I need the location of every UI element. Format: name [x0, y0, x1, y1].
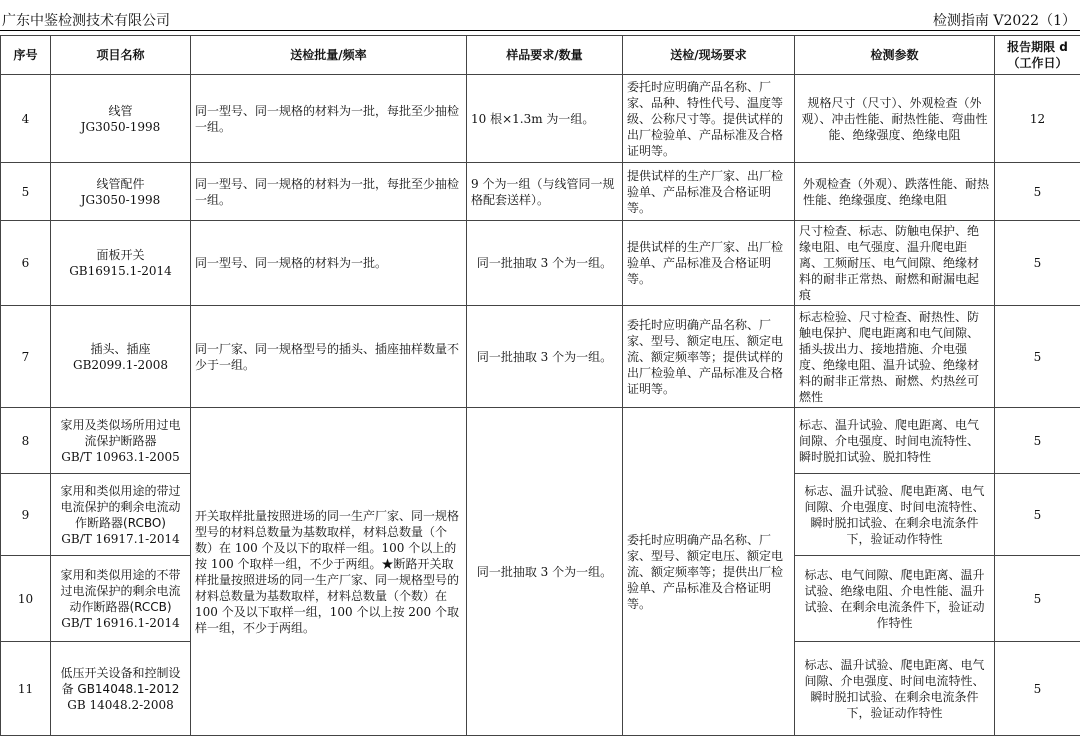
item-standard: GB/T 16917.1-2014 [55, 531, 186, 547]
row-no: 10 [1, 556, 51, 642]
col-header-batch: 送检批量/频率 [191, 36, 467, 75]
row-no: 9 [1, 474, 51, 556]
item-name: 家用和类似用途的不带过电流保护的剩余电流动作断路器(RCCB) [55, 567, 186, 615]
row-name [51, 221, 191, 306]
item-name: 家用及类似场所用过电流保护断路器 [55, 417, 186, 449]
row-days: 5 [995, 163, 1080, 221]
group-batch: 开关取样批量按照进场的同一生产厂家、同一规格型号的材料总数量为基数取样，材料总数量（个数）在 100 个及以下的取样一组。100 个以上的按 100 个取样一组，不少于两组。★断路开关取样批量按照进场的同一生产厂家、同一规格型号的材料总数量为基数取样，材料总数量（个数）在 100 个及以下取样一组，100 个以上按 200 个取样一组，不少于两组。 [191, 408, 467, 736]
item-standard: GB16915.1-2014 [55, 263, 186, 279]
item-standard: GB2099.1-2008 [55, 357, 186, 373]
row-days: 12 [995, 75, 1080, 163]
row-no: 7 [1, 306, 51, 408]
row-days: 5 [995, 408, 1080, 474]
row-sample: 9 个为一组（与线管同一规格配套送样）。 [467, 163, 623, 221]
row-name [51, 474, 191, 556]
row-no: 8 [1, 408, 51, 474]
row-days: 5 [995, 221, 1080, 306]
table-row [1, 163, 1080, 221]
row-requirement: 提供试样的生产厂家、出厂检验单、产品标准及合格证明等。 [623, 221, 795, 306]
row-days: 5 [995, 474, 1080, 556]
row-params: 外观检查（外观）、跌落性能、耐热性能、绝缘强度、绝缘电阻 [795, 163, 995, 221]
row-no: 4 [1, 75, 51, 163]
row-name [51, 408, 191, 474]
col-header-params: 检测参数 [795, 36, 995, 75]
row-batch: 同一型号、同一规格的材料为一批。 [191, 221, 467, 306]
row-params: 标志、温升试验、爬电距离、电气间隙、介电强度、时间电流特性、瞬时脱扣试验、在剩余电流条件下，验证动作特性 [795, 474, 995, 556]
row-batch: 同一型号、同一规格的材料为一批，每批至少抽检一组。 [191, 75, 467, 163]
row-requirement: 委托时应明确产品名称、厂家、型号、额定电压、额定电流、额定频率等；提供试样的出厂检验单、产品标准及合格证明等。 [623, 306, 795, 408]
row-params: 规格尺寸（尺寸）、外观检查（外观）、冲击性能、耐热性能、弯曲性能、绝缘强度、绝缘电阻 [795, 75, 995, 163]
row-name [51, 75, 191, 163]
row-no: 5 [1, 163, 51, 221]
col-header-sample: 样品要求/数量 [467, 36, 623, 75]
row-batch: 同一型号、同一规格的材料为一批，每批至少抽检一组。 [191, 163, 467, 221]
company-name: 广东中鉴检测技术有限公司 [2, 10, 170, 30]
item-name: 线管配件 [55, 176, 186, 192]
row-params: 标志、温升试验、爬电距离、电气间隙、介电强度、时间电流特性、瞬时脱扣试验、在剩余电流条件下，验证动作特性 [795, 642, 995, 736]
row-requirement: 委托时应明确产品名称、厂家、品种、特性代号、温度等级、公称尺寸等。提供试样的出厂检验单、产品标准及合格证明等。 [623, 75, 795, 163]
row-days: 5 [995, 556, 1080, 642]
row-name [51, 163, 191, 221]
row-name [51, 306, 191, 408]
guide-version: 检测指南 V2022（1） [933, 10, 1076, 30]
row-no: 11 [1, 642, 51, 736]
item-standard: GB 14048.2-2008 [55, 697, 186, 713]
col-header-no: 序号 [1, 36, 51, 75]
item-standard: JG3050-1998 [55, 192, 186, 208]
page-header [0, 0, 1080, 34]
row-sample: 10 根×1.3m 为一组。 [467, 75, 623, 163]
table-header-row [1, 36, 1080, 75]
row-params: 标志检验、尺寸检查、耐热性、防触电保护、爬电距离和电气间隙、插头拔出力、接地措施、介电强度、绝缘电阻、温升试验、绝缘材料的耐非正常热、耐燃、灼热丝可燃性 [795, 306, 995, 408]
row-no: 6 [1, 221, 51, 306]
table-row [1, 221, 1080, 306]
row-days: 5 [995, 306, 1080, 408]
col-header-name: 项目名称 [51, 36, 191, 75]
item-name: 家用和类似用途的带过电流保护的剩余电流动作断路器(RCBO) [55, 483, 186, 531]
inspection-table [0, 35, 1080, 736]
row-batch: 同一厂家、同一规格型号的插头、插座抽样数量不少于一组。 [191, 306, 467, 408]
row-name [51, 556, 191, 642]
header-rule [0, 30, 1080, 31]
row-params: 标志、温升试验、爬电距离、电气间隙、介电强度、时间电流特性、瞬时脱扣试验、脱扣特性 [795, 408, 995, 474]
col-header-days: 报告期限 d（工作日） [995, 36, 1080, 75]
row-days: 5 [995, 642, 1080, 736]
item-standard: GB/T 16916.1-2014 [55, 615, 186, 631]
item-name: 面板开关 [55, 247, 186, 263]
item-name: 低压开关设备和控制设备 GB14048.1-2012 [55, 665, 186, 697]
row-requirement: 提供试样的生产厂家、出厂检验单、产品标准及合格证明等。 [623, 163, 795, 221]
row-sample: 同一批抽取 3 个为一组。 [467, 221, 623, 306]
group-requirement: 委托时应明确产品名称、厂家、型号、额定电压、额定电流、额定频率等；提供出厂检验单、产品标准及合格证明等。 [623, 408, 795, 736]
row-name [51, 642, 191, 736]
group-sample: 同一批抽取 3 个为一组。 [467, 408, 623, 736]
item-name: 插头、插座 [55, 341, 186, 357]
row-sample: 同一批抽取 3 个为一组。 [467, 306, 623, 408]
table-row [1, 75, 1080, 163]
table-row [1, 408, 1080, 474]
table-row [1, 306, 1080, 408]
item-name: 线管 [55, 103, 186, 119]
item-standard: JG3050-1998 [55, 119, 186, 135]
col-header-requirement: 送检/现场要求 [623, 36, 795, 75]
row-params: 尺寸检查、标志、防触电保护、绝缘电阻、电气强度、温升爬电距离、工频耐压、电气间隙、绝缘材料的耐非正常热、耐燃和耐漏电起痕 [795, 221, 995, 306]
row-params: 标志、电气间隙、爬电距离、温升试验、绝缘电阻、介电性能、温升试验、在剩余电流条件下，验证动作特性 [795, 556, 995, 642]
item-standard: GB/T 10963.1-2005 [55, 449, 186, 465]
